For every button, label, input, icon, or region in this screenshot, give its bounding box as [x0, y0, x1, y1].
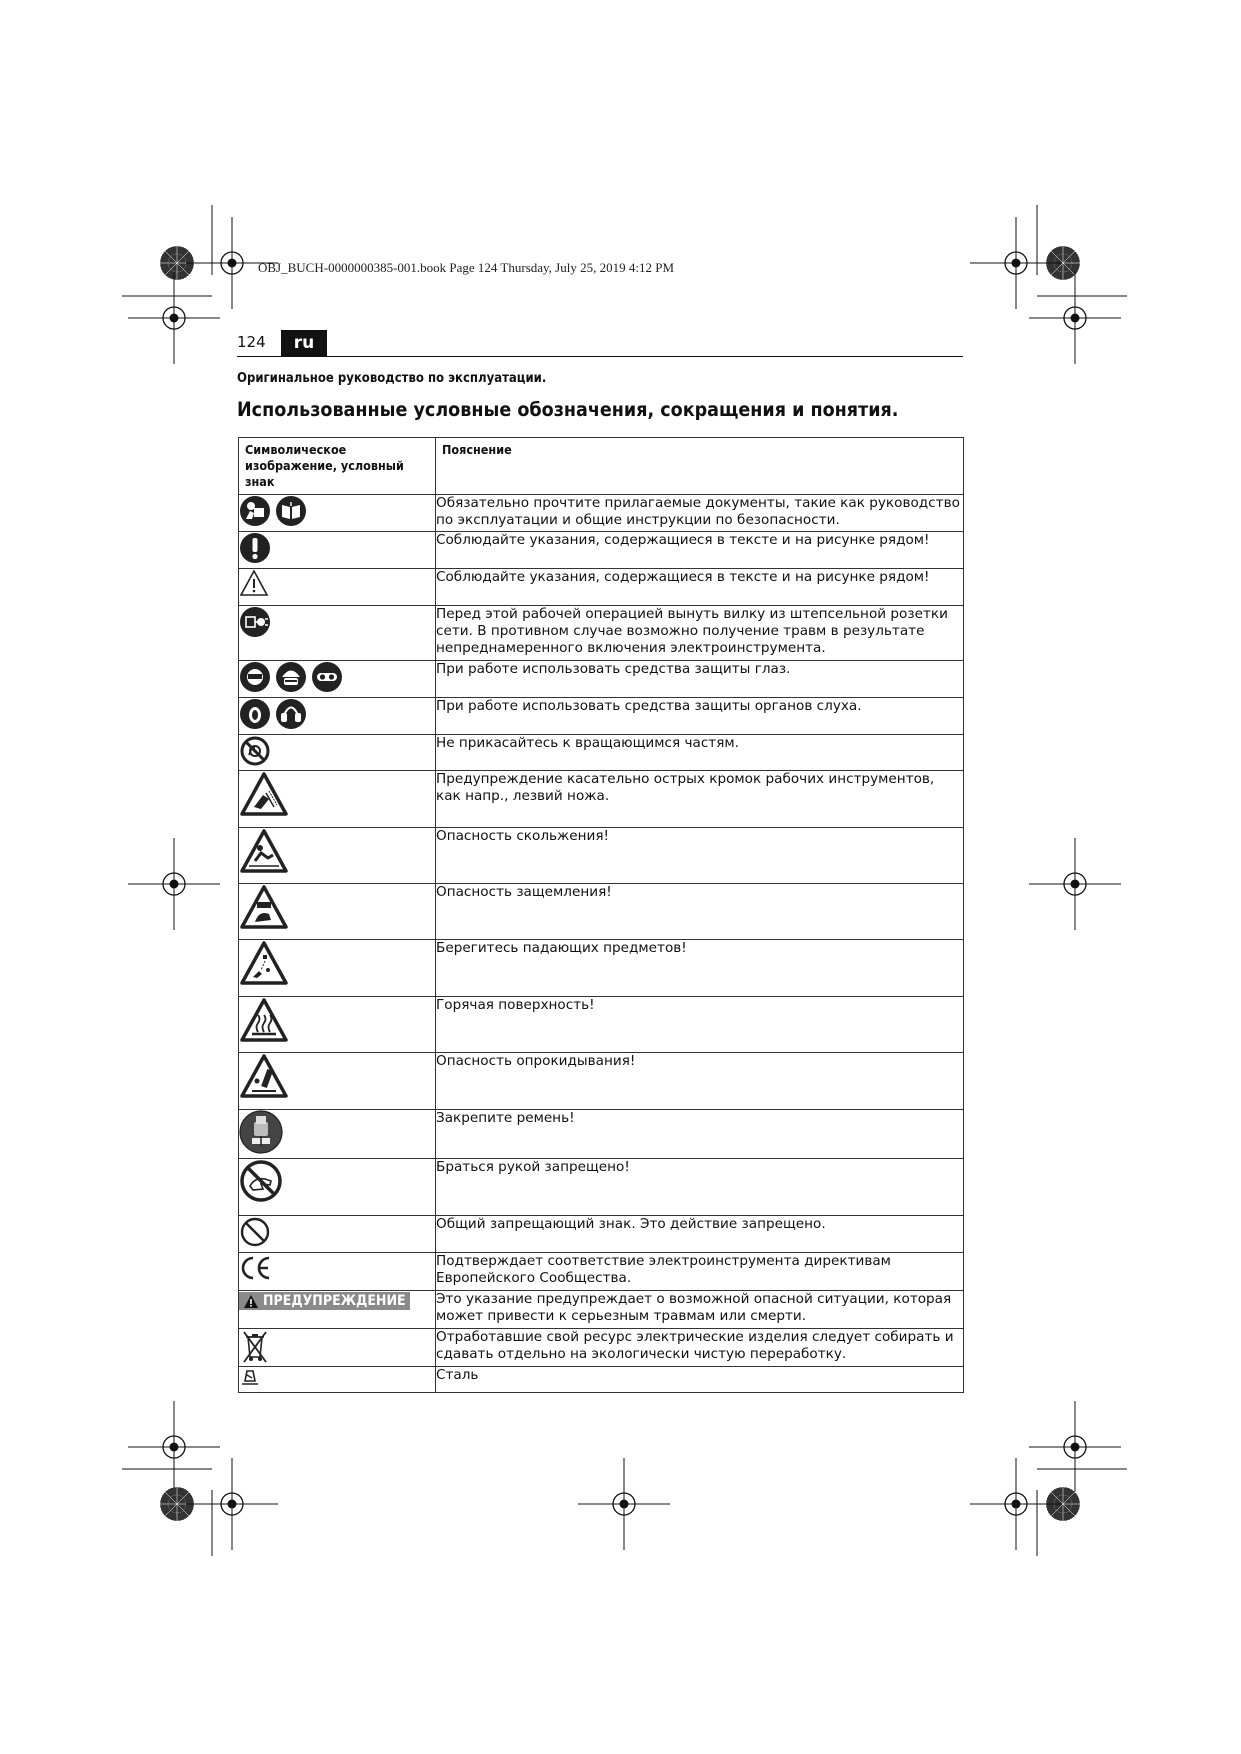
- row-text: Берегитесь падающих предметов!: [436, 940, 964, 997]
- page-number: 124: [237, 333, 266, 351]
- manual-book-icon: [275, 495, 307, 527]
- print-header: OBJ_BUCH-0000000385-001.book Page 124 Thursday, July 25, 2019 4:12 PM: [258, 260, 675, 275]
- table-row: [239, 771, 964, 828]
- row-text: Браться рукой запрещено!: [436, 1159, 964, 1216]
- row-text: Отработавшие свой ресурс электрические изделия следует собирать и сдавать отдельно на экологически чистую переработку.: [436, 1329, 964, 1367]
- language-tag: ru: [281, 330, 327, 356]
- row-text: Соблюдайте указания, содержащиеся в тексте и на рисунке рядом!: [436, 532, 964, 569]
- read-manual-icon: [239, 495, 271, 527]
- safety-goggles-icon: [311, 661, 343, 693]
- table-row: [239, 940, 964, 997]
- falling-objects-icon: [239, 940, 289, 986]
- row-text: Опасность скольжения!: [436, 828, 964, 884]
- table-row: [239, 532, 964, 569]
- row-text: Сталь: [436, 1367, 964, 1393]
- table-row: [239, 1110, 964, 1159]
- table-row: [239, 661, 964, 698]
- row-text: Закрепите ремень!: [436, 1110, 964, 1159]
- ce-mark-icon: [239, 1253, 273, 1283]
- mandatory-action-icon: [239, 532, 271, 564]
- row-text: Не прикасайтесь к вращающимся частям.: [436, 735, 964, 771]
- row-text: Соблюдайте указания, содержащиеся в тексте и на рисунке рядом!: [436, 569, 964, 606]
- sharp-edges-warning-icon: [239, 771, 289, 817]
- table-row: [239, 1053, 964, 1110]
- row-text: При работе использовать средства защиты органов слуха.: [436, 698, 964, 735]
- table-row: [239, 1367, 964, 1393]
- prohibition-icon: [239, 1216, 271, 1248]
- table-row: [239, 569, 964, 606]
- page-title: Использованные условные обозначения, сокращения и понятия.: [237, 398, 899, 421]
- row-text: Опасность защемления!: [436, 884, 964, 940]
- steel-icon: [239, 1367, 261, 1387]
- general-warning-icon: [239, 569, 269, 597]
- hot-surface-icon: [239, 997, 289, 1043]
- subtitle: Оригинальное руководство по эксплуатации.: [237, 371, 547, 386]
- row-text: При работе использовать средства защиты глаз.: [436, 661, 964, 698]
- slip-hazard-icon: [239, 828, 289, 874]
- row-text: Предупреждение касательно острых кромок рабочих инструментов, как напр., лезвий ножа.: [436, 771, 964, 828]
- earmuffs-icon: [275, 698, 307, 730]
- warning-label-text: ПРЕДУПРЕЖДЕНИЕ: [263, 1293, 406, 1309]
- row-text: Общий запрещающий знак. Это действие запрещено.: [436, 1216, 964, 1253]
- table-row: [239, 828, 964, 884]
- row-text: Горячая поверхность!: [436, 997, 964, 1053]
- row-text: Подтверждает соответствие электроинструмента директивам Европейского Сообщества.: [436, 1253, 964, 1291]
- table-row: [239, 735, 964, 771]
- row-text: Перед этой рабочей операцией вынуть вилку из штепсельной розетки сети. В противном случае возможно получение травм в результате непреднамеренного включения электроинструмента.: [436, 606, 964, 661]
- ear-protection-icon: [239, 698, 271, 730]
- row-text: Опасность опрокидывания!: [436, 1053, 964, 1110]
- table-row: [239, 1253, 964, 1291]
- tipping-hazard-icon: [239, 1053, 289, 1099]
- table-row: [239, 1329, 964, 1367]
- table-row: [239, 884, 964, 940]
- table-row: [239, 495, 964, 532]
- safety-helmet-icon: [275, 661, 307, 693]
- row-text: Это указание предупреждает о возможной опасной ситуации, которая может привести к серьезным травмам или смерти.: [436, 1291, 964, 1329]
- header-rule: [237, 356, 963, 357]
- weee-bin-icon: [239, 1329, 271, 1363]
- no-hand-grip-icon: [239, 1159, 283, 1203]
- table-row: [239, 698, 964, 735]
- table-header-row: [239, 438, 964, 495]
- table-row: [239, 1216, 964, 1253]
- symbols-table: [238, 437, 964, 1393]
- unplug-icon: [239, 606, 271, 638]
- table-row: [239, 1159, 964, 1216]
- fasten-belt-icon: [239, 1110, 283, 1154]
- col-symbol-header: Символическое изображение, условный знак: [239, 438, 436, 495]
- crush-hazard-icon: [239, 884, 289, 930]
- table-row: [239, 606, 964, 661]
- warning-triangle-icon: [243, 1294, 259, 1309]
- warning-label: [239, 1292, 410, 1310]
- no-touch-rotating-icon: [239, 735, 271, 767]
- table-row: [239, 997, 964, 1053]
- row-text: Обязательно прочтите прилагаемые документы, такие как руководство по эксплуатации и общие инструкции по безопасности.: [436, 495, 964, 532]
- col-explanation-header: Пояснение: [436, 438, 964, 495]
- face-shield-icon: [239, 661, 271, 693]
- table-row: [239, 1291, 964, 1329]
